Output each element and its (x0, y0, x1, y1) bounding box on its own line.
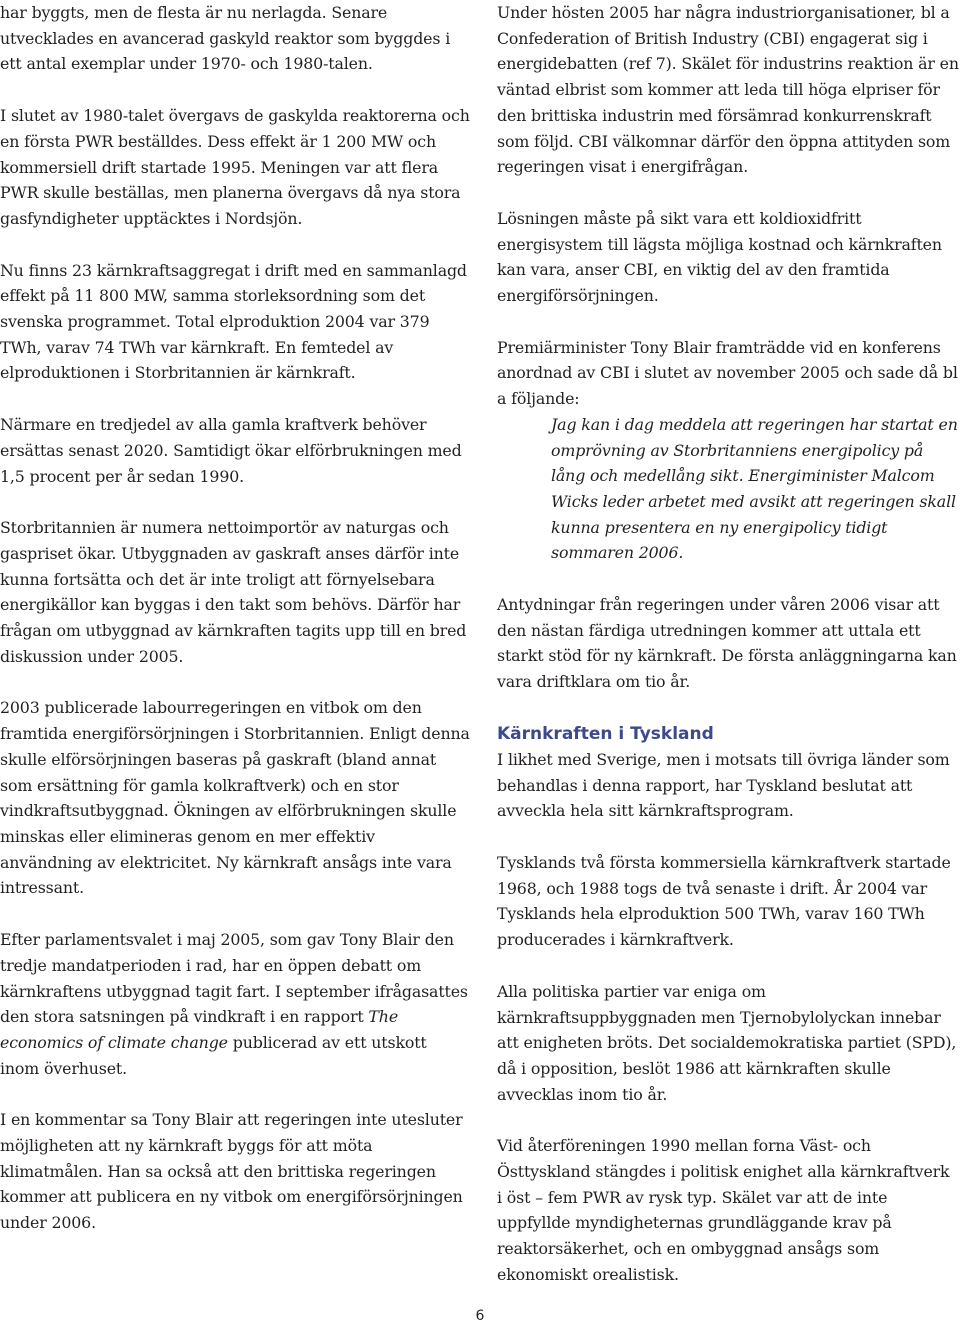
paragraph: Tysklands två första kommersiella kärnkraftverk startade 1968, och 1988 togs de två senaste i drift. År 2004 var Tysklands hela elproduktion 500 TWh, varav 160 TWh producerades i kärnkraftverk. (497, 852, 951, 950)
right-column (497, 0, 959, 1314)
paragraph: Nu finns 23 kärnkraftsaggregat i drift med en sammanlagd effekt på 11 800 MW, samma storleksordning som det svenska programmet. Total elproduktion 2004 var 379 TWh, varav 74 TWh var kärnkraft. En femtedel av elproduktionen i Storbritannien är kärnkraft. (0, 260, 467, 383)
paragraph: Närmare en tredjedel av alla gamla kraftverk behöver ersättas senast 2020. Samtidigt ökar elförbrukningen med 1,5 procent per år sedan 1990. (0, 415, 462, 486)
paragraph: Antydningar från regeringen under våren 2006 visar att den nästan färdiga utredningen kommer att uttala ett starkt stöd för ny kärnkraft. De första anläggningarna kan vara driftklara om tio år. (497, 595, 957, 692)
quote-lead: Premiärminister Tony Blair framträdde vid en konferens anordnad av CBI i slutet av november 2005 och sade då bl a följande: (497, 337, 958, 409)
paragraph: Vid återföreningen 1990 mellan forna Väst- och Östtyskland stängdes i politisk enighet alla kärnkraftverk i öst – fem PWR av rysk typ. Skälet var att de inte uppfyllde myndigheternas grundläggande krav på reaktorsäkerhet, och en ombyggnad ansågs som ekonomiskt orealistisk. (497, 1136, 950, 1284)
block-quote: Jag kan i dag meddela att regeringen har startat en omprövning av Storbritanniens energipolicy på lång och medellång sikt. Energiminister Malcom Wicks leder arbetet med avsikt att regeringen skall kunna presentera en ny energipolicy tidigt sommaren 2006. (551, 414, 958, 563)
paragraph: har byggts, men de flesta är nu nerlagda. Senare utvecklades en avancerad gaskyld reaktor som byggdes i ett antal exemplar under 1970- och 1980-talen. (0, 3, 451, 74)
section-heading: Kärnkraften i Tyskland (497, 723, 714, 744)
page-number: 6 (475, 1308, 485, 1324)
paragraph: Under hösten 2005 har några industriorganisationer, bl a Confederation of British Industry (CBI) engagerat sig i energidebatten (ref 7). Skälet för industrins reaktion är en väntad elbrist som kommer att leda till höga elpriser för den brittiska industrin med försämrad konkurrenskraft som följd. CBI välkomnar därför den öppna attityden som regeringen visat i energifrågan. (497, 3, 959, 177)
paragraph: Alla politiska partier var eniga om kärnkraftsuppbyggnaden men Tjernobylolyckan innebar att enigheten bröts. Det socialdemokratiska partiet (SPD), då i opposition, beslöt 1986 att kärnkraften skulle avvecklas inom tio år. (497, 981, 957, 1104)
paragraph: I en kommentar sa Tony Blair att regeringen inte utesluter möjligheten att ny kärnkraft byggs för att möta klimatmålen. Han sa också att den brittiska regeringen kommer att publicera en ny vitbok om energiförsörjningen under 2006. (0, 1110, 463, 1233)
paragraph: I slutet av 1980-talet övergavs de gaskylda reaktorerna och en första PWR beställdes. Dess effekt är 1 200 MW och kommersiell drift startade 1995. Meningen var att flera PWR skulle beställas, men planerna övergavs då nya stora gasfyndigheter upptäcktes i Nordsjön. (0, 106, 470, 228)
left-column (0, 0, 470, 1262)
paragraph: 2003 publicerade labourregeringen en vitbok om den framtida energiförsörjningen i Storbritannien. Enligt denna skulle elförsörjningen baseras på gaskraft (bland annat som ersättning för gamla kolkraftverk) och en stor vindkraftsutbyggnad. Ökningen av elförbrukningen skulle minskas eller elimineras genom en mer effektiv användning av elektricitet. Ny kärnkraft ansågs inte vara intressant. (0, 698, 470, 898)
report-title: The economics of climate change (0, 1007, 399, 1052)
paragraph-with-report-title (0, 927, 470, 1081)
paragraph-text: Efter parlamentsvalet i maj 2005, som gav Tony Blair den tredje mandatperioden i rad, har en öppen debatt om kärnkraftens utbyggnad tagit fart. I september ifrågasattes den stora satsningen på vindkraft i en rapport (0, 930, 468, 1027)
paragraph: Storbritannien är numera nettoimportör av naturgas och gaspriset ökar. Utbyggnaden av gaskraft anses därför inte kunna fortsätta och det är inte troligt att förnyelsebara energikällor kan byggas i den takt som behövs. Därför har frågan om utbyggnad av kärnkraften tagits upp till en bred diskussion under 2005. (0, 518, 467, 666)
paragraph-text: publicerad av ett utskott inom överhuset. (0, 1032, 427, 1078)
paragraph: Lösningen måste på sikt vara ett koldioxidfritt energisystem till lägsta möjliga kostnad och kärnkraften kan vara, anser CBI, en viktig del av den framtida energiförsörjningen. (497, 208, 942, 306)
paragraph: I likhet med Sverige, men i motsats till övriga länder som behandlas i denna rapport, har Tyskland beslutat att avveckla hela sitt kärnkraftsprogram. (497, 749, 950, 821)
